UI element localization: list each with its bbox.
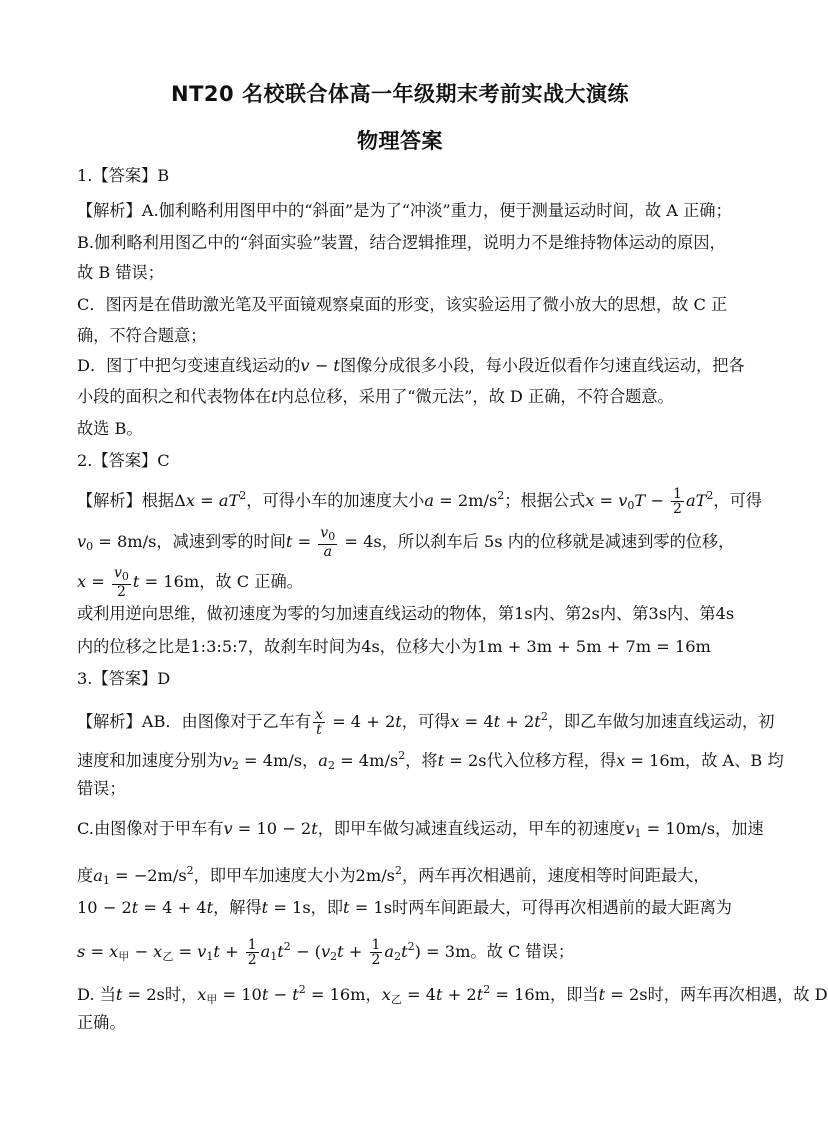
q3-explanation-line xyxy=(77,979,828,1011)
math-formula: $a_1 = -2m/s^2$ xyxy=(93,864,194,887)
q1-conclusion: 故选 B。 xyxy=(77,419,143,438)
q3-answer: 3.【答案】D xyxy=(77,669,171,688)
math-formula: x = 16m xyxy=(616,751,686,770)
text-run: 内总位移，采用了“微元法”，故 D 正确，不符合题意。 xyxy=(277,387,674,406)
math-inline: 4s xyxy=(361,637,380,656)
text-run: ，故 A、B 均 xyxy=(685,751,784,770)
text-run: ，即甲车做匀减速直线运动，甲车的初速度 xyxy=(317,819,626,838)
q1-explanation-line: 确，不符合题意； xyxy=(77,326,207,345)
math-formula: $a = 2m/s^2$ xyxy=(424,489,505,510)
q1-explanation-line xyxy=(77,355,745,377)
math-formula: $\frac{x}{t}$ = 4 + 2t xyxy=(315,707,402,738)
math-formula: $v_1 = 10m/s$ xyxy=(625,819,716,840)
q3-conclusion: 正确。 xyxy=(77,1013,126,1032)
text-run: ，两车再次相遇前，速度相等时间距最大， xyxy=(401,866,710,885)
math-inline: 1m + 3m + 5m + 7m = 16m xyxy=(476,637,711,656)
text-run: ，可得小车的加速度大小 xyxy=(246,491,425,510)
text-run: ，即 xyxy=(310,898,344,917)
q2-explanation-line xyxy=(77,636,737,658)
text-run: 代入位移方程，得 xyxy=(486,751,617,770)
math-formula: v = 10 − 2t xyxy=(223,819,318,838)
text-run: D. 当 xyxy=(77,985,116,1004)
text-run: ，即乙车做匀加速直线运动，初 xyxy=(547,712,775,731)
q3-explanation-line xyxy=(77,936,737,968)
text-run: 度 xyxy=(77,866,94,885)
text-run: ，即当 xyxy=(550,985,599,1004)
text-run: ，可得 xyxy=(401,712,451,731)
text-run: ，即甲车加速度大小为 xyxy=(193,866,356,885)
text-run: ，故 C 正确。 xyxy=(199,572,303,591)
math-formula: $a_2 = 4m/s^2$ xyxy=(318,749,406,772)
q3-explanation-line xyxy=(77,860,737,892)
math-formula: 10 − 2t = 4 + 4t xyxy=(77,898,214,917)
math-formula: $x = 4t + 2t^2$ xyxy=(450,710,548,731)
math-formula: $\Delta x = aT^2$ xyxy=(174,489,247,510)
q1-explanation-line: 【解析】A.伽利略利用图甲中的“斜面”是为了“冲淡”重力，便于测量运动时间，故 A 正确； xyxy=(77,201,732,220)
math-formula: $s = x_甲 - x_乙 = v_1t$ + $\frac{1}{2}$ $a_1t^2 - (v_2t$ + $\frac{1}{2}$ $a_2t^2) = 3m$ xyxy=(77,937,471,968)
q3-explanation-line xyxy=(77,818,764,845)
math-formula: t = 2s xyxy=(115,985,165,1004)
document-title: NT20 名校联合体高一年级期末考前实战大演练 xyxy=(171,82,629,106)
text-run: 时，两车再次相遇，故 D xyxy=(647,985,828,1004)
q2-explanation-line xyxy=(77,526,737,559)
q3-explanation-line xyxy=(77,897,737,919)
q1-explanation-line: B.伽利略利用图乙中的“斜面实验”装置，结合逻辑推理，说明力不是维持物体运动的原因， xyxy=(77,233,726,252)
q1-answer: 1.【答案】B xyxy=(77,166,170,185)
text-run: ， xyxy=(365,985,382,1004)
text-run: ，加速 xyxy=(715,819,764,838)
math-formula: t = 1s xyxy=(343,898,393,917)
math-formula: t = $\frac{v_0}{a}$ = 4s xyxy=(285,525,382,560)
text-run: 时， xyxy=(164,985,198,1004)
text-run: 。故 C 错误； xyxy=(470,942,575,961)
text-run: C.由图像对于甲车有 xyxy=(77,819,224,838)
math-inline: 1:3:5:7 xyxy=(190,637,248,656)
text-run: 速度和加速度分别为 xyxy=(77,751,223,770)
text-run: 时两车间距最大，可得再次相遇前的最大距离为 xyxy=(392,898,732,917)
q1-explanation-line: 故 B 错误； xyxy=(77,263,164,282)
q3-explanation-line: 错误； xyxy=(77,779,126,798)
text-run: 【解析】根据 xyxy=(77,491,175,510)
text-run: D．图丁中把匀变速直线运动的 xyxy=(77,356,301,375)
q2-answer: 2.【答案】C xyxy=(77,451,170,470)
text-run: ，将 xyxy=(405,751,438,770)
math-inline: v − t xyxy=(300,356,340,375)
q1-explanation-line xyxy=(77,386,737,408)
text-run: ，故刹车时间为 xyxy=(247,637,362,656)
q3-explanation-line xyxy=(77,745,784,777)
math-formula: t = 2s xyxy=(437,751,487,770)
text-run: ，解得 xyxy=(213,898,262,917)
math-formula: $x_甲 = 10t - t^2 = 16m$ xyxy=(197,983,366,1006)
text-run: 内的位移之比是 xyxy=(77,637,191,656)
text-run: 小段的面积之和代表物体在 xyxy=(77,387,272,406)
math-formula: $x = v_0T$ − $\frac{1}{2}$ $aT^2$ xyxy=(585,486,714,517)
math-formula: $v_2 = 4m/s$ xyxy=(222,751,303,772)
math-formula: $x_乙 = 4t + 2t^2 = 16m$ xyxy=(381,983,551,1006)
math-formula: x = $\frac{v_0}{2}$ t = 16m xyxy=(77,565,200,600)
math-formula: $v_0 = 8m/s$ xyxy=(77,532,157,553)
text-run: 图像分成很多小段，每小段近似看作匀速直线运动，把各 xyxy=(339,356,745,375)
q2-explanation-line: 或利用逆向思维，做初速度为零的匀加速直线运动的物体，第1s内、第2s内、第3s内、第4s xyxy=(77,604,735,623)
text-run: ，位移大小为 xyxy=(379,637,477,656)
document-subtitle: 物理答案 xyxy=(357,129,443,153)
text-run: ；根据公式 xyxy=(504,491,586,510)
math-formula: t = 1s xyxy=(261,898,311,917)
text-run: ， xyxy=(302,751,319,770)
math-formula: t = 2s xyxy=(598,985,648,1004)
text-run: ，可得 xyxy=(713,491,762,510)
q3-explanation-line xyxy=(77,706,775,738)
q2-explanation-line xyxy=(77,485,762,517)
q1-explanation-line: C．图丙是在借助激光笔及平面镜观察桌面的形变，该实验运用了微小放大的思想，故 C 正 xyxy=(77,295,728,314)
math-formula: $2m/s^2$ xyxy=(355,864,402,885)
q2-explanation-line xyxy=(77,566,737,599)
text-run: ，减速到零的时间 xyxy=(156,532,286,551)
text-run: ，所以刹车后 5s 内的位移就是减速到零的位移， xyxy=(381,532,735,551)
math-inline: t xyxy=(271,387,278,406)
text-run: 【解析】AB．由图像对于乙车有 xyxy=(77,712,312,731)
